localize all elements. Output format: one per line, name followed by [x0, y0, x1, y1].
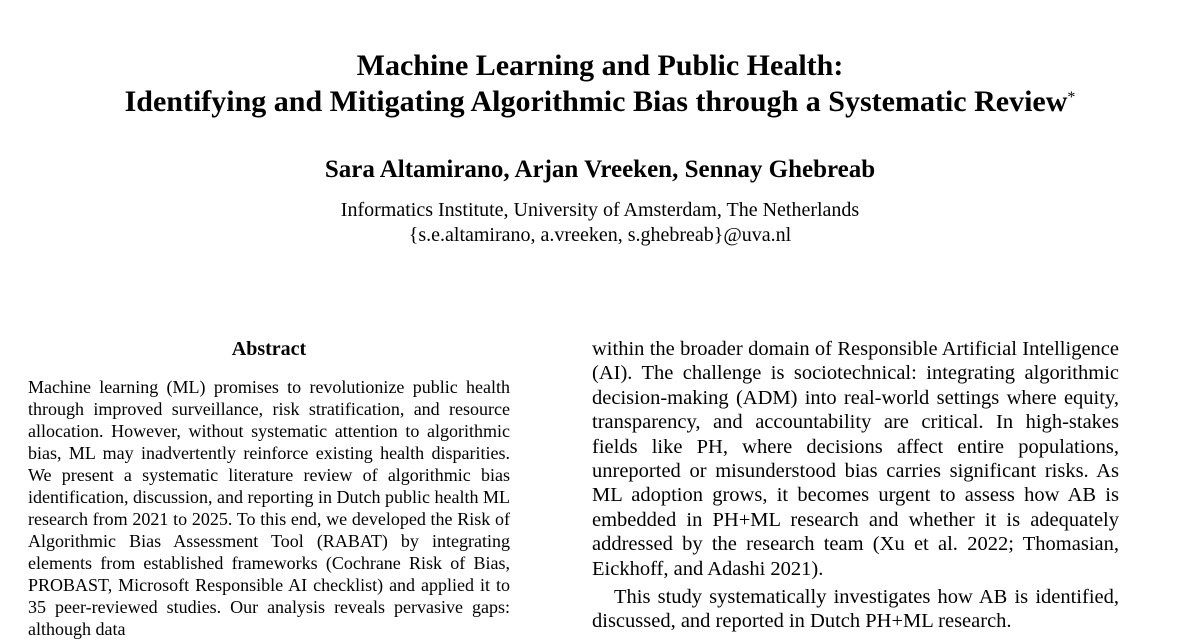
- title-footnote-mark: *: [1067, 89, 1076, 106]
- author-list: Sara Altamirano, Arjan Vreeken, Sennay Ghebreab: [324, 156, 876, 183]
- body-paragraph: This study systematically investigates how AB is identified, discussed, and reported in Dutch PH+ML research.: [592, 586, 1119, 633]
- right-column: [592, 337, 1119, 634]
- left-column: [28, 336, 510, 640]
- paper-title-line-1: Machine Learning and Public Health:: [356, 49, 844, 82]
- affiliation-block: [0, 198, 1200, 248]
- paper-title: [0, 48, 1200, 120]
- abstract-heading: Abstract: [231, 338, 307, 360]
- affiliation: Informatics Institute, University of Amsterdam, The Netherlands: [340, 199, 860, 221]
- paper-title-line-2-text: Identifying and Mitigating Algorithmic Bias through a Systematic Review: [124, 85, 1068, 118]
- paper-title-line-2: [0, 84, 1200, 120]
- author-emails: {s.e.altamirano, a.vreeken, s.ghebreab}@uva.nl: [408, 224, 792, 246]
- body-paragraph: within the broader domain of Responsible Artificial Intelligence (AI). The challenge is sociotechnical: integrating algorithmic decision-making (ADM) into real-world settings where equity, transparency, and accountability are critical. In high-stakes fields like PH, where decisions affect entire populations, unreported or misunderstood bias carries significant risks. As ML adoption grows, it becomes urgent to assess how AB is embedded in PH+ML research and whether it is adequately addressed by the research team (Xu et al. 2022; Thomasian, Eickhoff, and Adashi 2021).: [592, 338, 1119, 580]
- abstract-text: Machine learning (ML) promises to revolutionize public health through improved surveillance, risk stratification, and resource allocation. However, without systematic attention to algorithmic bias, ML may inadvertently reinforce existing health disparities. We present a systematic literature review of algorithmic bias identification, discussion, and reporting in Dutch public health ML research from 2021 to 2025. To this end, we developed the Risk of Algorithmic Bias Assessment Tool (RABAT) by integrating elements from established frameworks (Cochrane Risk of Bias, PROBAST, Microsoft Responsible AI checklist) and applied it to 35 peer-reviewed studies. Our analysis reveals pervasive gaps: although data: [28, 377, 510, 639]
